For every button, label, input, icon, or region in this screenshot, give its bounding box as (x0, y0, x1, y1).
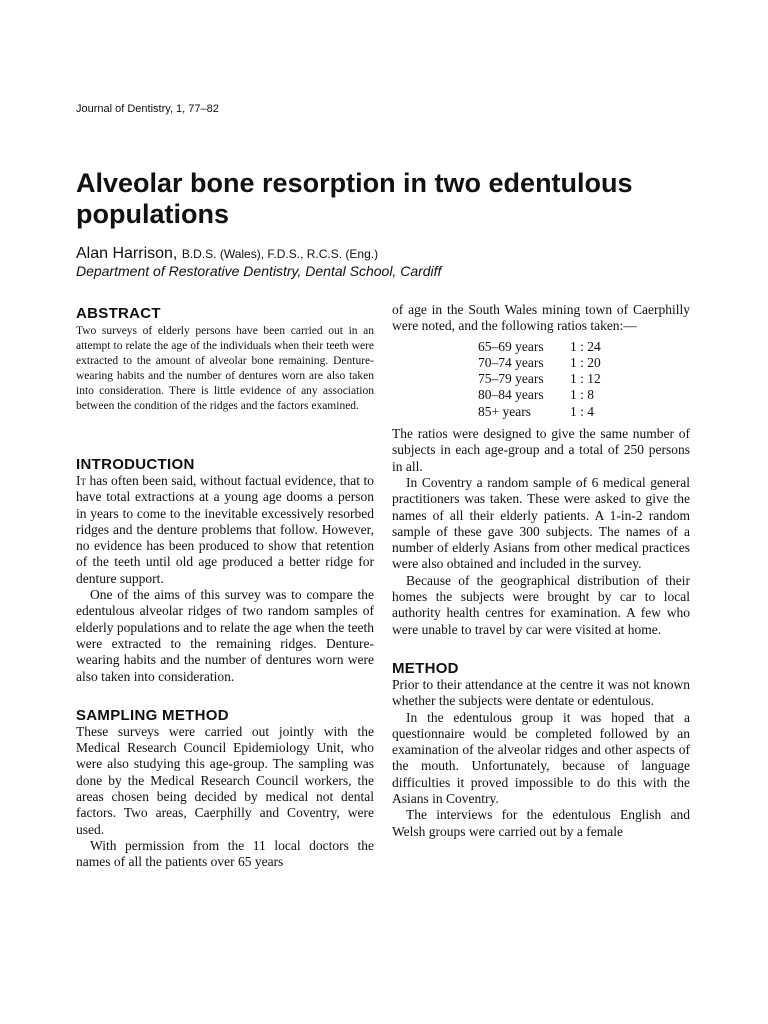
ratio-row (478, 371, 601, 387)
article-title: Alveolar bone resorption in two edentulous populations (76, 168, 633, 229)
left-column (76, 305, 374, 871)
ratio-value: 1 : 8 (570, 387, 595, 403)
right-column (392, 302, 690, 840)
introduction-paragraph-1 (76, 473, 374, 587)
drop-lead: It (76, 473, 86, 488)
ratio-value: 1 : 4 (570, 403, 595, 419)
introduction-paragraph-1-text: has often been said, without factual evidence, that to have total extractions at a young age dooms a person in years to come to the inevitable excessively resorbed ridges and the denture problems that follow. However, no evidence has been produced to show that retention of the teeth until old age produced a better ridge for denture support. (76, 473, 374, 586)
sampling-paragraph-5: In Coventry a random sample of 6 medical general practitioners was taken. These were asked to give the names of all their elderly patients. A 1-in-2 random sample of these gave 300 subjects. The names of a number of elderly Asians from other medical practices were also obtained and included in the survey. (392, 474, 690, 572)
sampling-paragraph-2: With permission from the 11 local doctors the names of all the patients over 65 years (76, 837, 374, 870)
method-paragraph-2: In the edentulous group it was hoped that a questionnaire would be completed followed by an examination of the alveolar ridges and other aspects of the mouth. Unfortunately, because of language difficulties it proved impossible to do this with the Asians in Coventry. (392, 709, 690, 807)
sampling-heading: SAMPLING METHOD (76, 706, 229, 724)
ratio-row (478, 404, 601, 420)
sampling-paragraph-6: Because of the geographical distribution of their homes the subjects were brought by car to local authority health centres for examination. A few who were unable to travel by car were visited at home. (392, 572, 690, 637)
ratio-value: 1 : 24 (570, 338, 601, 354)
author-line (76, 245, 378, 263)
sampling-paragraph-1: These surveys were carried out jointly with the Medical Research Council Epidemiology Unit, who were also studying this age-group. The sampling was done by the Medical Research Council workers, the areas chosen being decided by medical not dental factors. Two areas, Caerphilly and Coventry, were used. (76, 723, 374, 837)
introduction-heading: INTRODUCTION (76, 456, 195, 473)
ratio-value: 1 : 20 (570, 354, 601, 370)
ratio-value: 1 : 12 (570, 371, 601, 387)
ratio-table (478, 339, 601, 420)
sampling-paragraph-3: of age in the South Wales mining town of Caerphilly were noted, and the following ratios taken:— (392, 302, 690, 334)
journal-citation: Journal of Dentistry, 1, 77–82 (76, 103, 219, 115)
ratio-row (478, 387, 601, 403)
method-paragraph-3: The interviews for the edentulous English and Welsh groups were carried out by a female (392, 807, 690, 839)
method-heading: METHOD (392, 659, 459, 677)
ratio-row (478, 355, 601, 371)
author-name: Alan Harrison, (76, 245, 178, 262)
ratio-age: 75–79 years (478, 371, 544, 387)
introduction-paragraph-2: One of the aims of this survey was to compare the edentulous alveolar ridges of two random samples of elderly populations and to relate the age when the teeth were extracted to the remaining ridges. Denture-wearing habits and the number of dentures worn were also taken into consideration. (76, 587, 375, 684)
ratio-age: 85+ years (478, 403, 531, 419)
sampling-paragraph-4: The ratios were designed to give the same number of subjects in each age-group and a total of 250 persons in all. (392, 426, 690, 474)
abstract-heading: ABSTRACT (76, 305, 161, 322)
method-paragraph-1: Prior to their attendance at the centre it was not known whether the subjects were dentate or edentulous. (392, 676, 690, 709)
author-credentials: B.D.S. (Wales), F.D.S., R.C.S. (Eng.) (181, 247, 379, 261)
department: Department of Restorative Dentistry, Dental School, Cardiff (76, 263, 442, 279)
ratio-row (478, 339, 601, 355)
abstract-text: Two surveys of elderly persons have been carried out in an attempt to relate the age of the individuals when their teeth were extracted to the amount of alveolar bone remaining. Denture-wearing habits and the number of dentures worn are also taken into consideration. There is little evidence of any association between the condition of the ridges and the factors examined. (76, 325, 374, 412)
ratio-age: 70–74 years (478, 354, 544, 370)
ratio-age: 80–84 years (478, 387, 544, 403)
ratio-age: 65–69 years (478, 338, 544, 354)
